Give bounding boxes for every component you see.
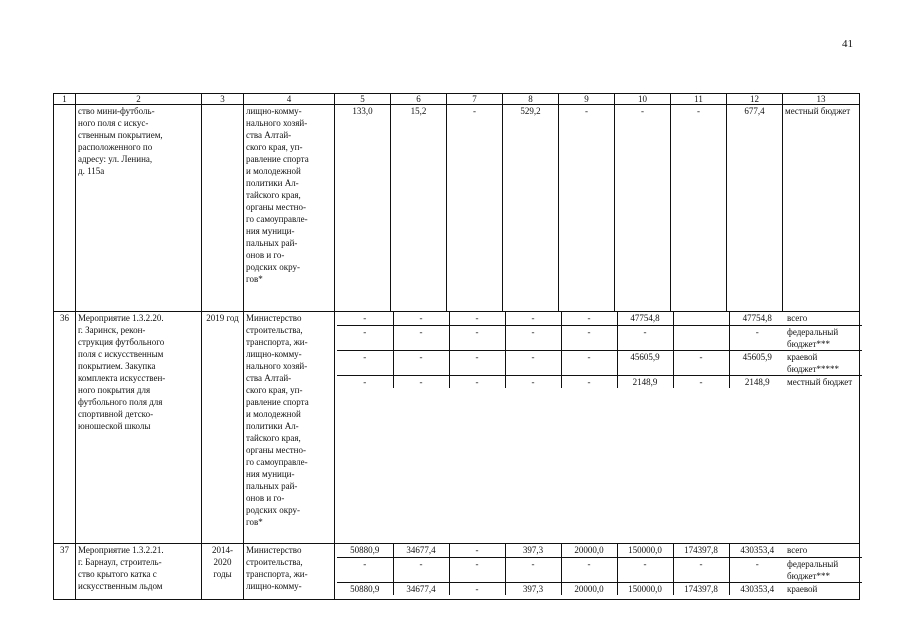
text-line: ство мини-футболь- [78, 106, 155, 116]
text-line: органы местно- [246, 445, 306, 455]
text-line: г. Барнаул, строитель- [78, 557, 162, 567]
value-cell: 174397,8 [673, 544, 729, 557]
funding-source-cell: всего [785, 544, 862, 557]
value-cell: 50880,9 [337, 582, 393, 595]
value-cell: - [393, 375, 449, 388]
value-cell: - [559, 105, 615, 312]
text-line: гов* [246, 517, 263, 527]
text-line: го самоуправле- [246, 457, 308, 467]
value-cell: - [505, 350, 561, 375]
value-cell: - [393, 325, 449, 350]
text-line: ного покрытия для [78, 385, 151, 395]
year-cell: 2019 год [202, 312, 244, 544]
text-line: Мероприятие 1.3.2.21. [78, 545, 164, 555]
funding-source-cell: местный бюджет [783, 105, 860, 312]
text-line: тайского края, [246, 190, 301, 200]
text-line: и молодежной [246, 409, 301, 419]
text-line: ственным покрытием, [78, 130, 163, 140]
value-cell: - [505, 375, 561, 388]
text-line: лищно-комму- [246, 349, 302, 359]
year-cell: 2014-2020 годы [202, 544, 244, 600]
text-line: онов и го- [246, 250, 285, 260]
value-cell: - [673, 375, 729, 388]
column-header: 12 [727, 94, 783, 105]
funding-source-cell: всего [785, 312, 862, 325]
value-cell: 677,4 [727, 105, 783, 312]
text-line: искусственным льдом [78, 581, 163, 591]
value-cell: - [505, 557, 561, 582]
text-line: тайского края, [246, 433, 301, 443]
value-cell: - [561, 557, 617, 582]
values-block [335, 544, 860, 600]
value-cell: - [449, 350, 505, 375]
column-header: 9 [559, 94, 615, 105]
table-row [54, 544, 860, 600]
column-header: 6 [391, 94, 447, 105]
value-cell: 529,2 [503, 105, 559, 312]
text-line: нального хозяй- [246, 361, 308, 371]
text-line: ния муници- [246, 226, 295, 236]
table-row [54, 312, 860, 544]
value-cell: - [449, 557, 505, 582]
sub-row [337, 582, 862, 595]
text-line: спортивной детско- [78, 409, 154, 419]
measure-name-cell [76, 544, 202, 600]
value-cell: 47754,8 [617, 312, 673, 325]
text-line: транспорта, жи- [246, 569, 308, 579]
text-line: Министерство [246, 313, 302, 323]
column-header: 7 [447, 94, 503, 105]
value-cell: - [449, 544, 505, 557]
text-line: ства Алтай- [246, 373, 292, 383]
value-cell: - [671, 105, 727, 312]
value-cell: 34677,4 [393, 544, 449, 557]
value-cell: 2148,9 [744, 376, 770, 387]
text-line: лищно-комму- [246, 106, 302, 116]
text-line: пальных рай- [246, 481, 298, 491]
sub-row [337, 312, 862, 325]
sub-row [337, 350, 862, 375]
sub-row [337, 375, 862, 388]
text-line: и молодежной [246, 166, 301, 176]
sub-table [337, 312, 862, 388]
value-cell: - [561, 325, 617, 350]
text-line: струкция футбольного [78, 337, 165, 347]
text-line: пальных рай- [246, 238, 298, 248]
value-cell: 174397,8 [673, 582, 729, 595]
value-cell: - [673, 350, 729, 375]
value-cell: - [505, 325, 561, 350]
text-line: родских окру- [246, 262, 301, 272]
value-cell: - [561, 350, 617, 375]
column-header: 3 [202, 94, 244, 105]
text-line: г. Заринск, рекон- [78, 325, 146, 335]
sub-row [337, 325, 862, 350]
text-line: го самоуправле- [246, 214, 308, 224]
value-cell: 20000,0 [561, 544, 617, 557]
text-line: родских окру- [246, 505, 301, 515]
column-header: 5 [335, 94, 391, 105]
text-line: ство крытого катка с [78, 569, 157, 579]
value-cell: 133,0 [335, 105, 391, 312]
text-line: ского края, уп- [246, 142, 303, 152]
funding-source-cell: федеральный бюджет*** [785, 557, 862, 582]
measure-name-cell [76, 105, 202, 312]
text-line: строительства, [246, 557, 303, 567]
value-cell: - [337, 350, 393, 375]
sub-table [337, 544, 862, 595]
value-cell: - [617, 557, 673, 582]
sub-row [337, 544, 862, 557]
value-cell: 50880,9 [337, 544, 393, 557]
text-line: комплекта искусствен- [78, 373, 166, 383]
value-cell: 397,3 [505, 582, 561, 595]
text-line: ния муници- [246, 469, 295, 479]
measure-name-cell [76, 312, 202, 544]
column-header: 11 [671, 94, 727, 105]
text-line: политики Ал- [246, 178, 299, 188]
value-cell: - [729, 325, 785, 350]
value-cell: - [447, 105, 503, 312]
executor-cell [244, 312, 335, 544]
funding-source-cell: краевой бюджет***** [785, 350, 862, 375]
value-cell [673, 325, 729, 350]
value-cell: - [337, 312, 393, 325]
table-row [54, 105, 860, 312]
value-cell: 47754,8 [729, 312, 785, 325]
value-cell: - [615, 105, 671, 312]
text-line: равление спорта [246, 154, 309, 164]
program-table [53, 93, 860, 600]
value-cell: 15,2 [391, 105, 447, 312]
value-cell: - [673, 557, 729, 582]
executor-cell [244, 544, 335, 600]
value-cell: 430353,4 [740, 583, 775, 594]
sub-row [337, 557, 862, 582]
value-cell: - [449, 582, 505, 595]
column-header: 13 [783, 94, 860, 105]
value-cell: - [729, 557, 785, 582]
text-line: органы местно- [246, 202, 306, 212]
value-cell [673, 312, 729, 325]
text-line: поля с искусственным [78, 349, 164, 359]
value-cell: - [449, 375, 505, 388]
value-cell: - [337, 375, 393, 388]
value-cell: - [449, 312, 505, 325]
column-header: 1 [54, 94, 76, 105]
value-cell: - [337, 557, 393, 582]
value-cell: 150000,0 [617, 582, 673, 595]
value-cell: - [617, 325, 673, 350]
value-cell: 20000,0 [561, 582, 617, 595]
text-line: юношеской школы [78, 421, 151, 431]
value-cell: 45605,9 [729, 350, 785, 375]
value-cell: - [449, 325, 505, 350]
text-line: нального хозяй- [246, 118, 308, 128]
value-cell: - [393, 350, 449, 375]
text-line: Мероприятие 1.3.2.20. [78, 313, 164, 323]
value-cell: - [393, 312, 449, 325]
text-line: ного поля с искус- [78, 118, 149, 128]
funding-source-cell: местный бюджет [787, 376, 853, 387]
column-header: 10 [615, 94, 671, 105]
value-cell: - [393, 557, 449, 582]
text-line: гов* [246, 274, 263, 284]
column-header: 2 [76, 94, 202, 105]
text-line: д. 115а [78, 166, 105, 176]
value-cell: - [561, 375, 617, 388]
value-cell: - [505, 312, 561, 325]
text-line: покрытием. Закупка [78, 361, 156, 371]
value-cell: 45605,9 [617, 350, 673, 375]
funding-source-cell: краевой [787, 583, 818, 594]
page-number: 41 [842, 38, 853, 50]
text-line: строительства, [246, 325, 303, 335]
text-line: лищно-комму- [246, 581, 302, 591]
text-line: адресу: ул. Ленина, [78, 154, 153, 164]
text-line: расположенного по [78, 142, 153, 152]
year-cell [202, 105, 244, 312]
text-line: футбольного поля для [78, 397, 163, 407]
value-cell: - [337, 325, 393, 350]
row-number-cell: 36 [54, 312, 76, 544]
column-header: 8 [503, 94, 559, 105]
value-cell: 430353,4 [729, 544, 785, 557]
value-cell: 397,3 [505, 544, 561, 557]
text-line: равление спорта [246, 397, 309, 407]
header-row [54, 94, 860, 105]
text-line: онов и го- [246, 493, 285, 503]
executor-cell [244, 105, 335, 312]
value-cell: 2148,9 [617, 375, 673, 388]
values-block [335, 312, 860, 544]
text-line: политики Ал- [246, 421, 299, 431]
text-line: Министерство [246, 545, 302, 555]
value-cell: 34677,4 [393, 582, 449, 595]
text-line: транспорта, жи- [246, 337, 308, 347]
column-header: 4 [244, 94, 335, 105]
row-number-cell [54, 105, 76, 312]
text-line: ского края, уп- [246, 385, 303, 395]
value-cell: - [561, 312, 617, 325]
funding-source-cell: федеральный бюджет*** [785, 325, 862, 350]
row-number-cell: 37 [54, 544, 76, 600]
value-cell: 150000,0 [617, 544, 673, 557]
text-line: ства Алтай- [246, 130, 292, 140]
